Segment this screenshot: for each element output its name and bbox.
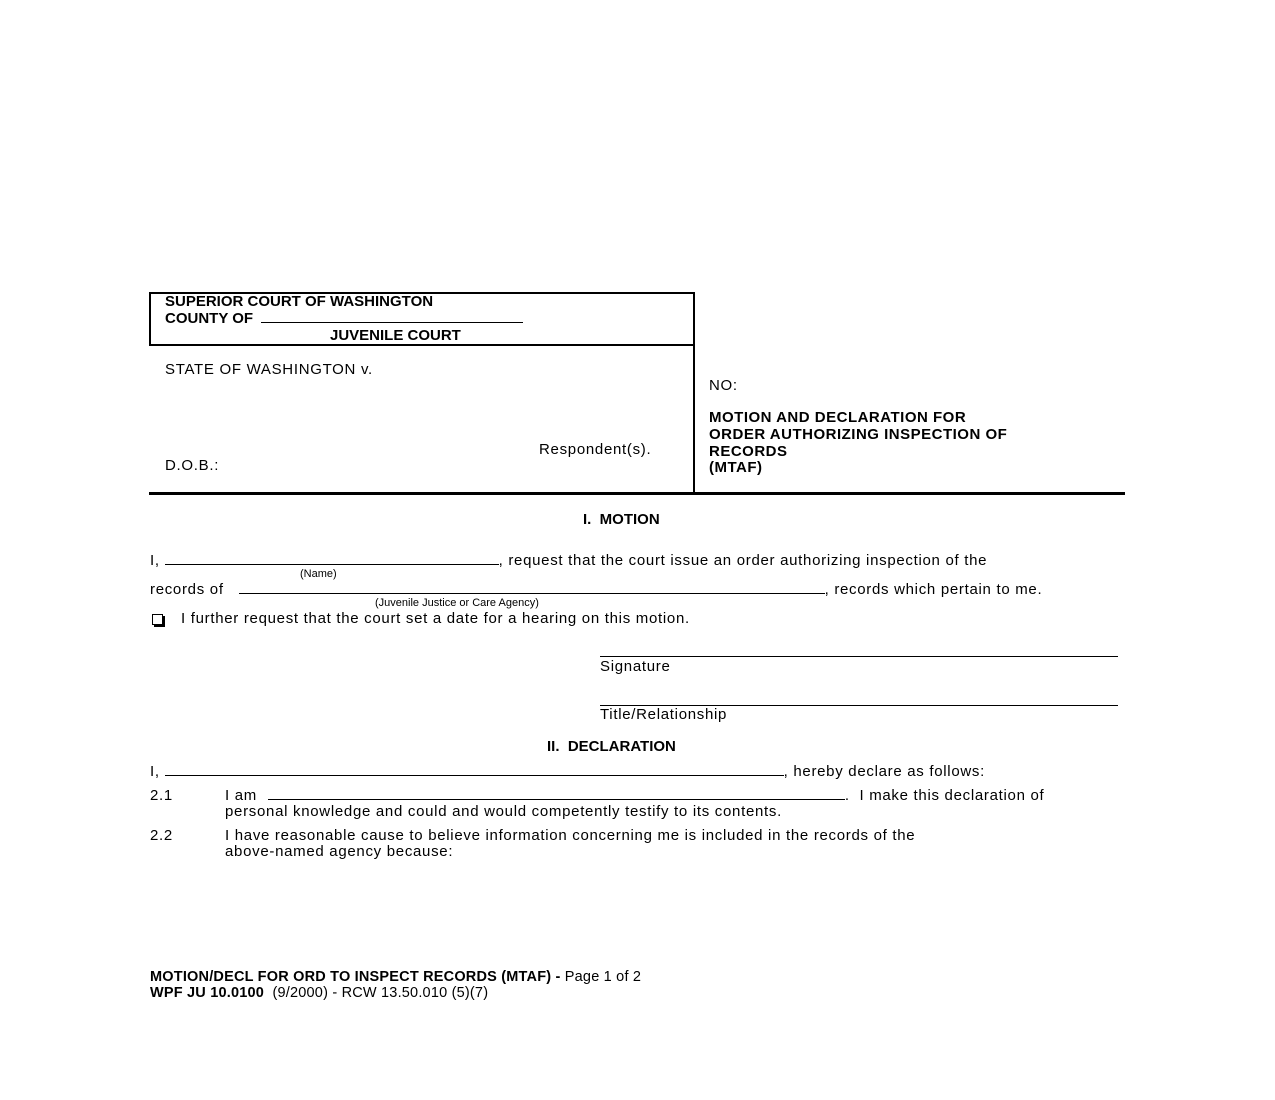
- hearing-checkbox[interactable]: [152, 614, 163, 625]
- declaration-suffix: , hereby declare as follows:: [783, 763, 985, 780]
- county-label: COUNTY OF: [165, 310, 254, 327]
- court-name-line: SUPERIOR COURT OF WASHINGTON: [165, 293, 434, 310]
- motion-heading: I. MOTION: [583, 511, 660, 528]
- item-2-1-line-1: [225, 787, 1044, 804]
- declaration-heading: II. DECLARATION: [547, 738, 676, 755]
- hearing-request-text: I further request that the court set a date for a hearing on this motion.: [181, 610, 690, 627]
- motion-line-1: [150, 552, 987, 569]
- caption-box-left: [149, 292, 151, 346]
- footer-form-title: MOTION/DECL FOR ORD TO INSPECT RECORDS (MTAF) -: [150, 969, 561, 985]
- item-2-1-suffix: . I make this declaration of: [844, 787, 1045, 804]
- item-2-1-line-2: personal knowledge and could and would competently testify to its contents.: [225, 803, 782, 820]
- motion-line-2-suffix: , records which pertain to me.: [824, 581, 1043, 598]
- motion-line-2-prefix: records of: [150, 581, 224, 598]
- motion-line-1-prefix: I,: [150, 552, 160, 569]
- case-number-label: NO:: [709, 377, 738, 394]
- declaration-line: [150, 763, 985, 780]
- document-title-4: (MTAF): [709, 459, 763, 476]
- agency-blank[interactable]: [239, 581, 825, 594]
- respondent-label: Respondent(s).: [539, 441, 652, 458]
- name-caption: (Name): [300, 568, 337, 580]
- declarant-name-blank[interactable]: [165, 763, 784, 776]
- motion-name-blank[interactable]: [165, 552, 499, 565]
- caption-bottom-rule: [149, 492, 1125, 495]
- footer-line-1: [150, 969, 641, 985]
- declaration-prefix: I,: [150, 763, 160, 780]
- item-2-1-number: 2.1: [150, 787, 173, 804]
- county-blank[interactable]: [261, 310, 523, 323]
- signature-label: Signature: [600, 658, 671, 675]
- age-status-blank[interactable]: [268, 787, 845, 800]
- title-relationship-label: Title/Relationship: [600, 706, 728, 723]
- caption-vertical-divider: [693, 346, 695, 493]
- footer-page-number: Page 1 of 2: [560, 969, 642, 985]
- motion-line-2: [150, 581, 1042, 598]
- item-2-2-line-2: above-named agency because:: [225, 843, 454, 860]
- juvenile-court-line: JUVENILE COURT: [330, 327, 461, 344]
- document-title-3: RECORDS: [709, 443, 788, 460]
- footer-form-number: WPF JU 10.0100: [150, 985, 265, 1001]
- agency-caption: (Juvenile Justice or Care Agency): [375, 597, 539, 609]
- item-2-2-line-1: I have reasonable cause to believe information concerning me is included in the records of the: [225, 827, 916, 844]
- document-title-1: MOTION AND DECLARATION FOR: [709, 409, 967, 426]
- county-line: [165, 310, 523, 327]
- footer-revision: (9/2000) - RCW 13.50.010 (5)(7): [264, 985, 489, 1001]
- item-2-2-number: 2.2: [150, 827, 173, 844]
- footer-line-2: [150, 985, 488, 1001]
- caption-box-right: [693, 292, 695, 346]
- state-v-label: STATE OF WASHINGTON v.: [165, 361, 373, 378]
- dob-label: D.O.B.:: [165, 457, 220, 474]
- signature-line[interactable]: [600, 656, 1118, 657]
- document-title-2: ORDER AUTHORIZING INSPECTION OF: [709, 426, 1008, 443]
- motion-line-1-suffix: , request that the court issue an order authorizing inspection of the: [498, 552, 988, 569]
- caption-box-bottom: [149, 344, 695, 346]
- item-2-1-prefix: I am: [225, 787, 257, 804]
